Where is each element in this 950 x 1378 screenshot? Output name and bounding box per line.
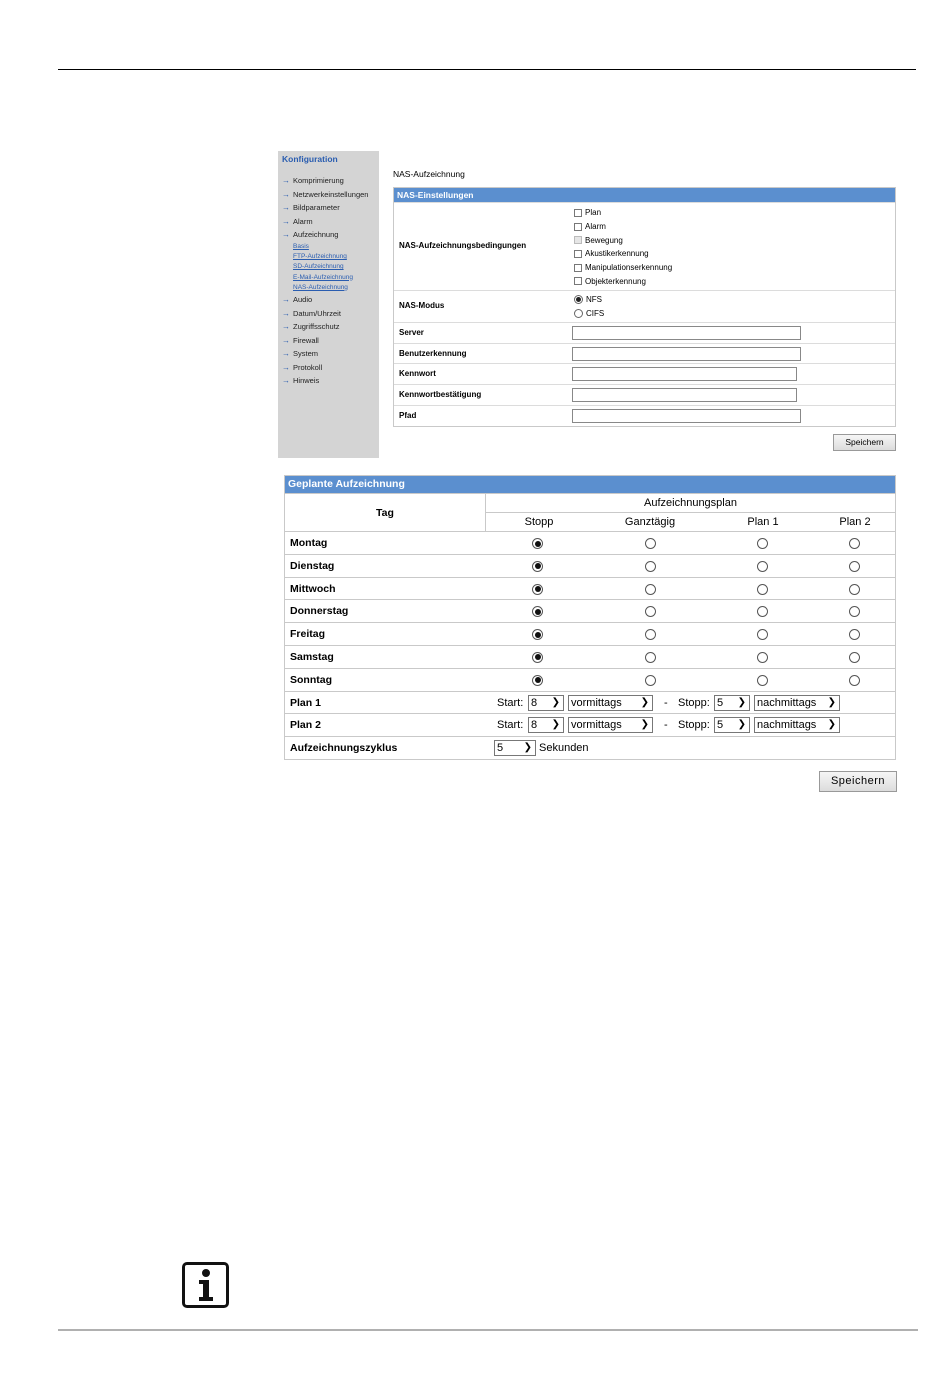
nas-settings-panel xyxy=(393,187,896,427)
schedule-radio-plan-2[interactable] xyxy=(849,606,860,617)
schedule-radio-ganztägig[interactable] xyxy=(645,561,656,572)
sidebar-item-bildparameter[interactable] xyxy=(282,201,368,215)
day-name: Mittwoch xyxy=(290,582,336,595)
checkbox-box xyxy=(574,264,582,272)
radio-label: NFS xyxy=(586,295,602,305)
schedule-radio-ganztägig[interactable] xyxy=(645,629,656,640)
day-row xyxy=(285,577,895,600)
sidebar-item-datum[interactable] xyxy=(282,307,368,321)
chevron-down-icon: ❯ xyxy=(827,696,836,708)
server-input[interactable] xyxy=(572,326,801,340)
sidebar-subitem-basis[interactable]: Basis xyxy=(293,242,309,250)
password-confirm-label: Kennwortbestätigung xyxy=(399,390,482,399)
chevron-down-icon: ❯ xyxy=(551,696,560,708)
col-plan2: Plan 2 xyxy=(839,516,871,528)
cycle-row xyxy=(285,736,895,759)
sidebar-item-protokoll[interactable] xyxy=(282,361,368,375)
col-stopp: Stopp xyxy=(524,516,554,528)
schedule-radio-ganztägig[interactable] xyxy=(645,675,656,686)
plan-column-header: Aufzeichnungsplan xyxy=(486,494,895,513)
chevron-down-icon: ❯ xyxy=(640,719,649,731)
arrow-right-icon: → xyxy=(282,203,290,213)
schedule-radio-plan-2[interactable] xyxy=(849,675,860,686)
footer-rule xyxy=(58,1329,918,1331)
path-row xyxy=(394,405,895,426)
sidebar-item-label: Alarm xyxy=(293,216,313,226)
schedule-radio-ganztägig[interactable] xyxy=(645,606,656,617)
arrow-right-icon: → xyxy=(282,176,290,185)
conditions-list xyxy=(574,206,672,288)
password-input[interactable] xyxy=(572,367,797,381)
sidebar-item-label: Protokoll xyxy=(293,362,323,372)
mode-cifs-radio[interactable] xyxy=(574,307,604,321)
schedule-radio-plan-1[interactable] xyxy=(757,652,768,663)
day-column-header: Tag xyxy=(285,494,486,531)
select-value: nachmittags xyxy=(757,719,817,732)
day-row xyxy=(285,622,895,645)
cycle-label: Aufzeichnungszyklus xyxy=(290,742,398,755)
path-label: Pfad xyxy=(399,411,417,420)
sidebar-item-zugriffsschutz[interactable] xyxy=(282,320,368,334)
schedule-header: Geplante Aufzeichnung xyxy=(285,476,895,493)
chevron-down-icon: ❯ xyxy=(737,719,746,731)
schedule-radio-plan-2[interactable] xyxy=(849,584,860,595)
day-row xyxy=(285,668,895,691)
checkbox-label: Bewegung xyxy=(585,235,623,245)
sidebar-subitem-email[interactable]: E-Mail-Aufzeichnung xyxy=(293,273,353,281)
schedule-radio-stopp[interactable] xyxy=(532,584,543,595)
checkbox-label: Objekterkennung xyxy=(585,276,646,286)
checkbox-label: Akustikerkennung xyxy=(585,249,649,259)
select-value: 8 xyxy=(531,719,538,732)
mode-nfs-radio[interactable] xyxy=(574,293,604,307)
schedule-day-rows xyxy=(285,531,895,691)
schedule-radio-stopp[interactable] xyxy=(532,538,543,549)
sidebar-subitem-ftp[interactable]: FTP-Aufzeichnung xyxy=(293,253,347,261)
chevron-down-icon: ❯ xyxy=(827,719,836,731)
conditions-row xyxy=(394,202,895,290)
radio-dot xyxy=(535,632,541,638)
col-ganztaegig: Ganztägig xyxy=(624,516,676,528)
day-row xyxy=(285,554,895,577)
day-name: Dienstag xyxy=(290,559,335,572)
plan2-start-hour-select[interactable] xyxy=(528,717,564,733)
mode-label: NAS-Modus xyxy=(399,301,445,310)
schedule-radio-stopp[interactable] xyxy=(532,561,543,572)
sidebar-subitem-sd[interactable]: SD-Aufzeichnung xyxy=(293,263,344,271)
schedule-radio-ganztägig[interactable] xyxy=(645,538,656,549)
plan1-row xyxy=(285,691,895,714)
checkbox-box xyxy=(574,223,582,231)
cycle-unit: Sekunden xyxy=(539,742,589,755)
arrow-right-icon: → xyxy=(282,230,290,240)
chevron-down-icon: ❯ xyxy=(523,742,532,754)
password-confirm-input[interactable] xyxy=(572,388,797,402)
plan1-stop-period-select[interactable] xyxy=(754,695,840,711)
cycle-select[interactable] xyxy=(494,740,536,756)
plan2-stop-period-select[interactable] xyxy=(754,717,840,733)
checkbox-label: Alarm xyxy=(585,222,606,232)
select-value: 8 xyxy=(531,696,538,709)
select-value: 5 xyxy=(717,696,724,709)
sidebar-item-alarm[interactable] xyxy=(282,215,368,229)
radio-label: CIFS xyxy=(586,308,605,318)
section-header: NAS-Einstellungen xyxy=(394,188,895,202)
sidebar-title: Konfiguration xyxy=(282,154,338,164)
stop-label: Stopp: xyxy=(678,696,710,709)
info-glyph xyxy=(193,1268,219,1302)
sidebar-item-hinweis[interactable] xyxy=(282,374,368,388)
schedule-radio-plan-2[interactable] xyxy=(849,538,860,549)
radio-circle xyxy=(574,295,583,304)
schedule-radio-stopp[interactable] xyxy=(532,629,543,640)
arrow-right-icon: → xyxy=(282,376,290,386)
radio-dot xyxy=(535,541,541,547)
user-label: Benutzerkennung xyxy=(399,349,467,358)
header-rule xyxy=(58,69,916,70)
arrow-right-icon: → xyxy=(282,362,290,372)
select-value: 5 xyxy=(497,742,504,755)
radio-dot xyxy=(535,586,541,592)
chevron-down-icon: ❯ xyxy=(640,696,649,708)
arrow-right-icon: → xyxy=(282,308,290,318)
sidebar-item-label: Audio xyxy=(293,294,313,304)
schedule-radio-ganztägig[interactable] xyxy=(645,652,656,663)
conditions-label: NAS-Aufzeichnungsbedingungen xyxy=(399,241,527,250)
schedule-radio-ganztägig[interactable] xyxy=(645,584,656,595)
arrow-right-icon: → xyxy=(282,216,290,226)
start-label: Start: xyxy=(497,719,524,732)
sidebar-item-label: Zugriffsschutz xyxy=(293,322,340,332)
plan2-stop-hour-select[interactable] xyxy=(714,717,750,733)
arrow-right-icon: → xyxy=(282,349,290,359)
col-plan1: Plan 1 xyxy=(747,516,779,528)
sidebar-item-label: Datum/Uhrzeit xyxy=(293,308,341,318)
select-value: vormittags xyxy=(571,696,622,709)
sidebar-item-label: System xyxy=(293,349,319,359)
mode-options xyxy=(574,293,604,320)
password-row xyxy=(394,363,895,384)
day-name: Montag xyxy=(290,537,328,549)
radio-dot xyxy=(535,609,541,615)
condition-akustik-checkbox[interactable] xyxy=(574,247,672,261)
sidebar-item-label: Komprimierung xyxy=(293,176,344,185)
server-label: Server xyxy=(399,328,424,337)
page-title: NAS-Aufzeichnung xyxy=(393,169,465,179)
checkbox-box xyxy=(574,277,582,285)
condition-manipulation-checkbox[interactable] xyxy=(574,261,672,275)
plan2-row xyxy=(285,713,895,736)
condition-alarm-checkbox[interactable] xyxy=(574,220,672,234)
sidebar-item-firewall[interactable] xyxy=(282,334,368,348)
sidebar-item-label: Firewall xyxy=(293,335,319,345)
radio-circle xyxy=(574,309,583,318)
condition-bewegung-checkbox xyxy=(574,233,672,247)
schedule-radio-stopp[interactable] xyxy=(532,675,543,686)
day-name: Samstag xyxy=(290,650,334,663)
sidebar-subitem-nas[interactable]: NAS-Aufzeichnung xyxy=(293,283,348,291)
sidebar-item-aufzeichnung[interactable] xyxy=(282,228,368,242)
arrow-right-icon: → xyxy=(282,322,290,332)
schedule-panel xyxy=(284,475,896,760)
user-input[interactable] xyxy=(572,347,801,361)
schedule-radio-plan-1[interactable] xyxy=(757,538,768,549)
checkbox-label: Plan xyxy=(585,208,602,218)
schedule-radio-stopp[interactable] xyxy=(532,652,543,663)
plan1-stop-hour-select[interactable] xyxy=(714,695,750,711)
sidebar-item-label: Bildparameter xyxy=(293,203,340,213)
start-label: Start: xyxy=(497,696,524,709)
condition-objekt-checkbox[interactable] xyxy=(574,274,672,288)
stop-label: Stopp: xyxy=(678,719,710,732)
nas-save-button[interactable]: Speichern xyxy=(833,434,896,451)
mode-row xyxy=(394,290,895,322)
checkbox-box xyxy=(574,236,582,244)
select-value: 5 xyxy=(717,719,724,732)
plan2-start-period-select[interactable] xyxy=(568,717,653,733)
checkbox-box xyxy=(574,250,582,258)
sidebar-item-label: Netzwerkeinstellungen xyxy=(293,189,369,199)
plan-name: Plan 1 xyxy=(290,696,321,709)
day-name: Donnerstag xyxy=(290,605,349,618)
dash: - xyxy=(664,719,668,732)
schedule-radio-plan-1[interactable] xyxy=(757,675,768,686)
plan1-start-hour-select[interactable] xyxy=(528,695,564,711)
select-value: vormittags xyxy=(571,719,622,732)
sidebar-item-label: Aufzeichnung xyxy=(293,230,339,240)
day-name: Freitag xyxy=(290,628,326,641)
chevron-down-icon: ❯ xyxy=(551,719,560,731)
radio-dot xyxy=(535,654,541,660)
info-icon xyxy=(182,1262,229,1308)
day-row xyxy=(285,645,895,668)
arrow-right-icon: → xyxy=(282,294,290,304)
schedule-radio-plan-1[interactable] xyxy=(757,629,768,640)
schedule-radio-plan-2[interactable] xyxy=(849,561,860,572)
select-value: nachmittags xyxy=(757,696,817,709)
sidebar-nav xyxy=(282,174,368,388)
radio-dot xyxy=(535,677,541,683)
sidebar-item-system[interactable] xyxy=(282,347,368,361)
day-row xyxy=(285,599,895,622)
plan-name: Plan 2 xyxy=(290,719,321,732)
schedule-radio-plan-1[interactable] xyxy=(757,606,768,617)
sidebar-item-audio[interactable] xyxy=(282,293,368,307)
condition-plan-checkbox[interactable] xyxy=(574,206,672,220)
schedule-radio-stopp[interactable] xyxy=(532,606,543,617)
checkbox-box xyxy=(574,209,582,217)
server-row xyxy=(394,322,895,343)
schedule-radio-plan-1[interactable] xyxy=(757,584,768,595)
config-sidebar xyxy=(278,151,379,458)
plan1-start-period-select[interactable] xyxy=(568,695,653,711)
user-row xyxy=(394,343,895,363)
password-label: Kennwort xyxy=(399,369,436,378)
day-row xyxy=(285,531,895,554)
radio-dot xyxy=(535,563,541,569)
sidebar-item-komprimierung[interactable] xyxy=(282,174,368,188)
password-confirm-row xyxy=(394,384,895,405)
schedule-radio-plan-2[interactable] xyxy=(849,652,860,663)
sidebar-item-label: Hinweis xyxy=(293,376,320,386)
chevron-down-icon: ❯ xyxy=(737,696,746,708)
day-name: Sonntag xyxy=(290,673,332,686)
radio-dot xyxy=(576,297,581,302)
schedule-radio-plan-2[interactable] xyxy=(849,629,860,640)
arrow-right-icon: → xyxy=(282,189,290,199)
schedule-radio-plan-1[interactable] xyxy=(757,561,768,572)
schedule-column-header xyxy=(285,493,895,531)
checkbox-label: Manipulationserkennung xyxy=(585,263,673,273)
sidebar-item-netzwerk[interactable] xyxy=(282,188,368,202)
dash: - xyxy=(664,696,668,709)
path-input[interactable] xyxy=(572,409,801,423)
schedule-save-button[interactable]: Speichern xyxy=(819,771,897,792)
arrow-right-icon: → xyxy=(282,335,290,345)
